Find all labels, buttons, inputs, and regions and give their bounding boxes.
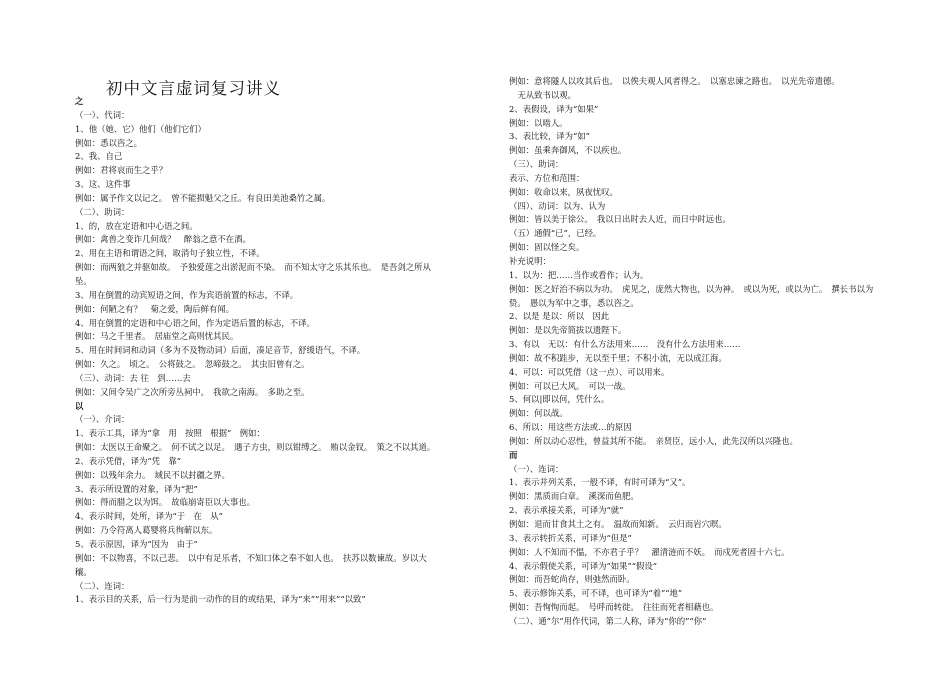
text-line: 例如：得而腊之以为饵。 故临崩寄臣以大事也。: [75, 497, 256, 508]
text-line: 例如：人不知而不愠，不亦君子乎？ 濯清涟而不妖。 而戍死者固十六七。: [509, 546, 790, 557]
text-line: 例如：虽乘奔御风，不以疾也。: [509, 145, 627, 156]
text-line: 例如：悉以咨之。: [75, 137, 142, 148]
text-line: 4、表示假使关系，可译为“如果”“假设”: [509, 560, 658, 571]
text-line: （二）、助词：: [75, 206, 130, 217]
text-line: 补充说明：: [509, 255, 551, 266]
section-heading: 以: [75, 400, 84, 411]
text-line: 3、这、这件事: [75, 179, 131, 190]
text-line: 6、所以：用这些方法或…的原因: [509, 422, 632, 433]
text-line: 例如：意将隧人以攻其后也。 以俟夫观人风者得之。 以塞忠谏之路也。 以光先帝遗德。: [509, 76, 840, 86]
text-line: 表示、方位和范围：: [509, 172, 585, 183]
text-line: 1、表示目的关系，后一行为是前一动作的目的或结果，译为“来”“用来”“以致”: [75, 594, 366, 605]
text-line: 2、用在主语和谓语之间，取消句子独立性，不译。: [75, 248, 265, 259]
text-line: （一）、介词：: [75, 414, 130, 425]
text-line: 例如：黑质而白章。 溪深而鱼肥。: [509, 491, 639, 502]
text-line: 2、以是 是以：所以 因此: [509, 311, 610, 322]
text-line: 3、表示转折关系，可译为“但是”: [509, 532, 632, 543]
text-line: （一）、连词：: [509, 463, 564, 474]
text-line: 例如：收命以来，夙夜忧叹。: [509, 186, 618, 197]
text-line: 4、表示时间，处所，译为“于 在 从”: [75, 511, 223, 522]
text-line: 例如：君将哀而生之乎？: [75, 165, 168, 176]
left-column: [75, 95, 441, 607]
text-line: （五）通假“已”，已经。: [509, 228, 602, 239]
text-line: 1、他（她、它）他们（他们它们）: [75, 123, 206, 134]
text-line: 例如：固以怪之矣。: [509, 242, 585, 253]
text-line: 例如：吾恂恂而起。 号呼而转徙。 往往而死者相藉也。: [509, 602, 719, 613]
text-line: 例如：属予作文以记之。 曾不能损魁父之丘。有良田美池桑竹之属。: [75, 192, 331, 203]
text-line: 例如：马之千里者。 居庙堂之高则忧其民。: [75, 331, 239, 342]
text-line: 4、用在倒置的定语和中心语之间，作为定语后置的标志，不译。: [75, 317, 315, 328]
text-line: 3、表示所设置的对象，译为“把”: [75, 483, 198, 494]
text-line: （二）、通“尔”用作代词，第二人称，译为“你的”“你”: [509, 615, 707, 626]
text-line: 例如：而两狼之并驱如故。 予独爱莲之出淤泥而不染。 而不知太守之乐其乐也。 是吾剑之所从坠。: [75, 262, 431, 286]
text-line: 例如：皆以美于徐公。 我以日出时去人近，而日中时远也。: [509, 214, 731, 225]
text-line: 例如：乃令符离人葛婴将兵徇蕲以东。: [75, 525, 218, 536]
text-line: 5、表示原因，译为“因为 由于”: [75, 539, 198, 549]
text-line: 例如：太医以王命聚之。 何不试之以足。 遇子方虫，则以钳缚之。 贿以金钗。 策之不以其道。: [75, 442, 436, 453]
text-line: 例如：所以动心忍性，曾益其所不能。 亲贤臣，远小人，此先汉所以兴隆也。: [509, 435, 798, 446]
text-line: 1、表示并列关系，一般不译，有时可译为“又”。: [509, 477, 691, 488]
text-line: 例如：以残年余力。 域民不以封疆之界。: [75, 469, 230, 480]
text-line: 例如：禽兽之变诈几何哉？ 醉翁之意不在酒。: [75, 234, 251, 245]
text-line: 4、可以：可以凭借（这一点）、可以用来。: [509, 366, 670, 377]
text-line: 3、表比较，译为“如”: [509, 131, 590, 142]
text-line: 例如：以啮人。: [509, 117, 568, 128]
text-line: （三）、助词：: [509, 159, 564, 170]
text-line: 2、表示凭借，译为“凭 靠”: [75, 455, 182, 466]
section-heading: 之: [75, 96, 84, 106]
document-title: 初中文言虚词复习讲义: [106, 79, 281, 98]
text-line: 1、的，放在定语和中心语之间。: [75, 220, 198, 231]
text-line: 1、表示工具，译为“拿 用 按照 根据” 例如：: [75, 428, 265, 439]
text-line: 2、表示承接关系，可译为“就”: [509, 505, 624, 516]
right-column: [509, 75, 881, 629]
text-line: 2、我、自己: [75, 151, 123, 162]
text-line: 2、表假设，译为“如果”: [509, 103, 599, 114]
text-line: 例如：是以先帝简拔以遗陛下。: [509, 325, 627, 336]
text-line: 例如：可以已大风。 可以一战。: [509, 380, 631, 391]
text-line: 无从致书以观。: [509, 89, 576, 100]
text-line: 例如：故不积跬步，无以至千里；不积小流，无以成江海。: [509, 352, 727, 363]
text-line: 例如：何陋之有？ 菊之爱，陶后鲜有闻。: [75, 303, 235, 314]
section-heading: 而: [509, 449, 518, 460]
text-line: （二）、连词：: [75, 580, 130, 591]
text-line: 例如：医之好治不病以为功。 虎见之，庞然大物也，以为神。 或以为死，或以为亡。 撰长书以为贽。 愚以为军中之事，悉以咨之。: [509, 283, 874, 308]
text-line: 例如：而吾蛇尚存，则弛然而卧。: [509, 574, 635, 585]
text-line: 例如：退而甘食其土之有。 温故而知新。 云归而岩穴暝。: [509, 519, 727, 529]
text-line: （三）、动词：去 往 到……去: [75, 372, 191, 383]
text-line: 1、以为：把……当作或看作；认为。: [509, 269, 649, 280]
text-line: 3、有以 无以：有什么方法用来…… 没有什么方法用来……: [509, 339, 741, 350]
text-line: 例如：不以物喜，不以己悲。 以中有足乐者，不知口体之奉不如人也。 扶苏以数谏故。岁以大穰。: [75, 552, 427, 577]
text-line: 5、表示修饰关系，可不译，也可译为“着”“地”: [509, 588, 683, 599]
text-line: 例如：何以战。: [509, 408, 568, 419]
text-line: 例如：又间令吴广之次所旁丛祠中。 我欲之南海。 多助之至。: [75, 386, 310, 397]
text-line: （四）、动词：以为、认为: [509, 200, 606, 211]
text-line: 5、用在时间词和动词（多为不及物动词）后面，凑足音节，舒缓语气，不译。: [75, 345, 366, 356]
text-line: （一）、代词：: [75, 109, 130, 120]
text-line: 3、用在倒置的动宾短语之间，作为宾语前置的标志，不译。: [75, 289, 299, 300]
text-line: 例如：久之。 顷之。 公将鼓之。 忽啼鼓之。 其虫旧曾有之。: [75, 359, 310, 370]
text-line: 5、何以|即以何，凭什么。: [509, 394, 610, 405]
